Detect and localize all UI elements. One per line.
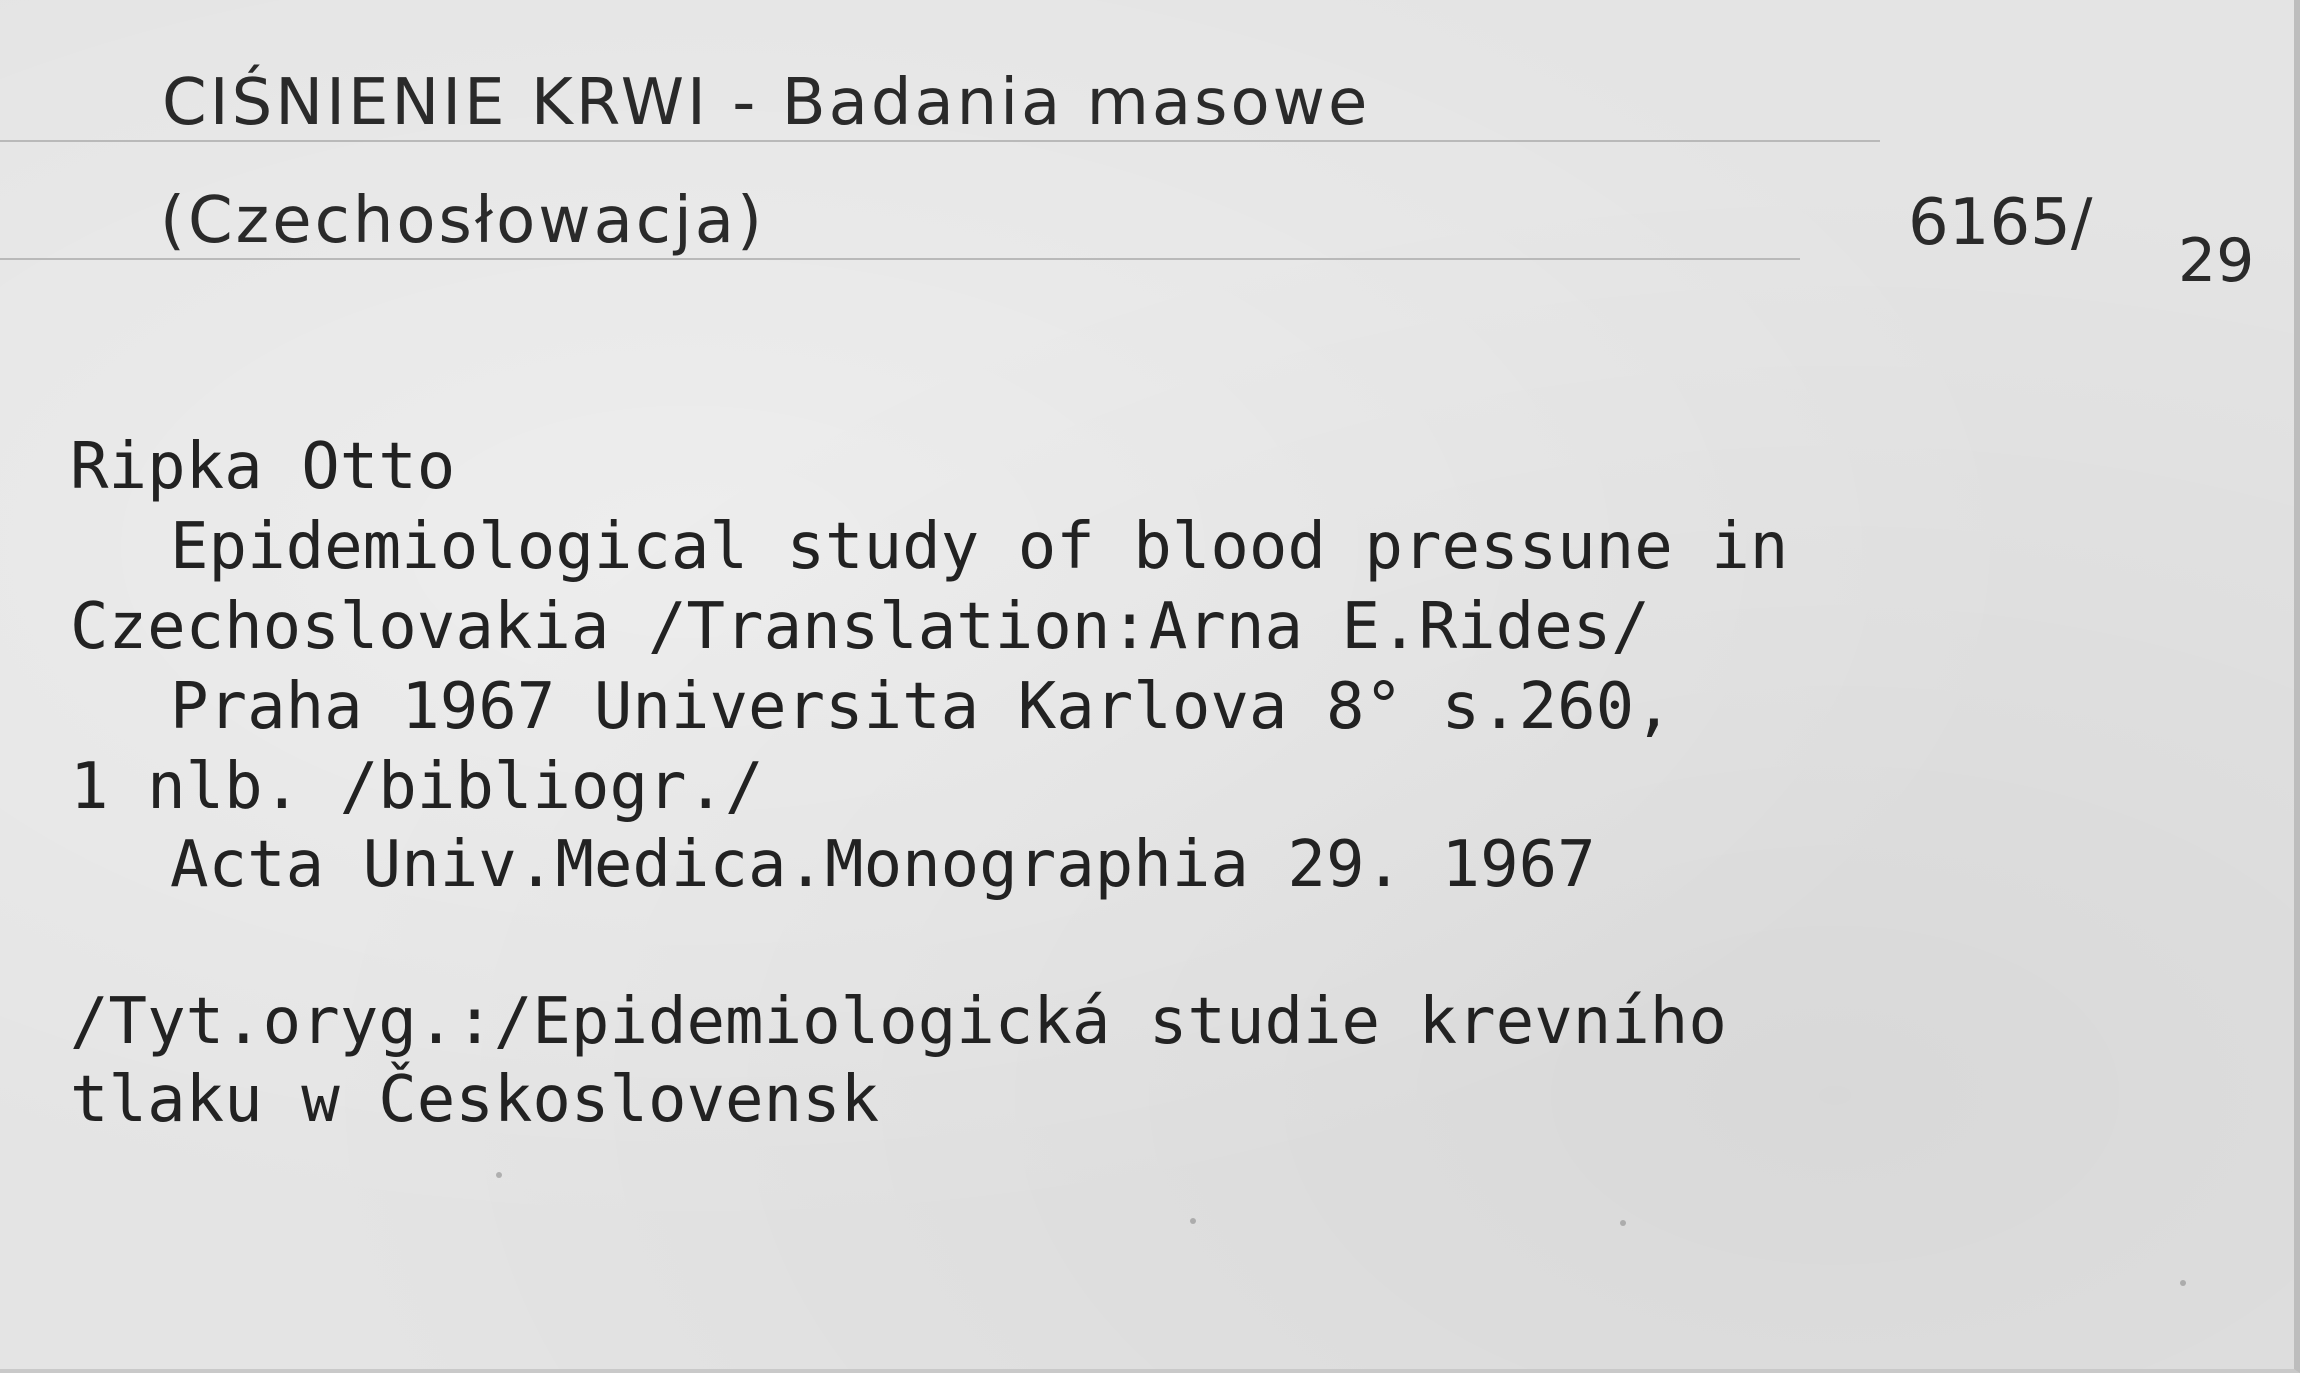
call-number: 6165/ <box>1908 186 2093 260</box>
series-line: Acta Univ.Medica.Monographia 29. 1967 <box>170 828 1596 902</box>
imprint-line-1: Praha 1967 Universita Karlova 8° s.260, <box>170 670 1673 744</box>
speck <box>496 1172 502 1178</box>
subject-subheading: (Czechosłowacja) <box>160 184 765 258</box>
ruled-line-second <box>0 258 1800 260</box>
title-line-1: Epidemiological study of blood pressune in <box>170 510 1789 584</box>
subject-heading: CIŚNIENIE KRWI - Badania masowe <box>162 66 1371 140</box>
call-volume: 29 <box>2178 226 2255 296</box>
speck <box>1620 1220 1626 1226</box>
author-line: Ripka Otto <box>70 430 456 504</box>
ruled-line-top <box>0 140 1880 142</box>
imprint-line-2: 1 nlb. /bibliogr./ <box>70 750 764 824</box>
speck <box>2180 1280 2186 1286</box>
speck <box>1190 1218 1196 1224</box>
title-line-2: Czechoslovakia /Translation:Arna E.Rides/ <box>70 590 1650 664</box>
original-title-line-2: tlaku w Československ <box>70 1063 880 1137</box>
original-title-line-1: /Tyt.oryg.:/Epidemiologická studie krevního <box>70 985 1727 1059</box>
